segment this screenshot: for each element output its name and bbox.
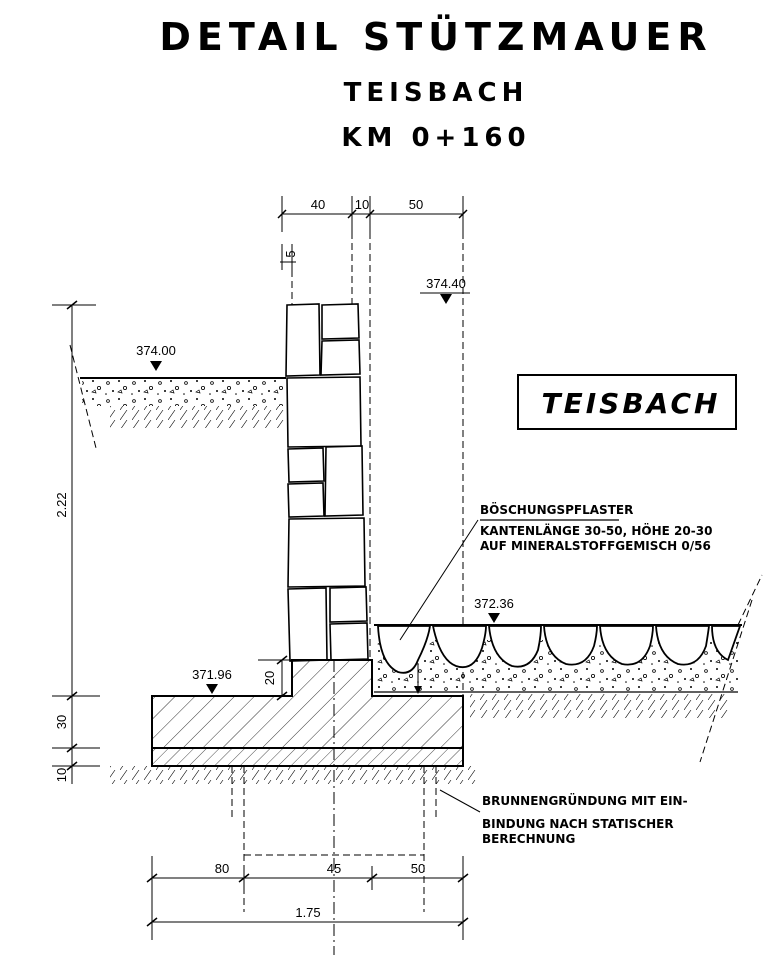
title-chainage: KM 0+160 <box>341 123 531 153</box>
dim-10: 10 <box>354 197 370 212</box>
location-label: TEISBACH <box>541 387 721 420</box>
left-dimension-chain <box>52 301 100 784</box>
paving-note-line2: KANTENLÄNGE 30-50, HÖHE 20-30 <box>480 524 713 538</box>
foundation-note-line2: BINDUNG NACH STATISCHER <box>482 817 674 831</box>
left-backfill <box>70 345 288 448</box>
bottom-dimension-chain <box>147 856 468 940</box>
dim-50-bottom: 50 <box>410 861 426 876</box>
title-location: TEISBACH <box>343 78 529 108</box>
level-footing-top <box>192 667 232 694</box>
dim-80: 80 <box>214 861 230 876</box>
foundation-note <box>440 790 688 846</box>
masonry-wall <box>286 304 368 661</box>
foundation-note-line1: BRUNNENGRÜNDUNG MIT EIN- <box>482 794 688 808</box>
foundation-note-line3: BERECHNUNG <box>482 832 576 846</box>
dim-20: 20 <box>262 670 277 686</box>
top-dimension-chain <box>278 196 467 270</box>
level-paving <box>474 596 514 623</box>
title-main: DETAIL STÜTZMAUER <box>159 15 713 59</box>
dim-45: 45 <box>326 861 342 876</box>
dim-30: 30 <box>54 714 69 730</box>
title-block <box>159 15 712 153</box>
dim-2-22: 2.22 <box>54 492 69 518</box>
location-label-box <box>518 375 740 433</box>
dim-1-75: 1.75 <box>295 905 321 920</box>
level-374-40: 374.40 <box>426 276 466 291</box>
dim-5: 5 <box>283 250 298 258</box>
paving-note-line3: AUF MINERALSTOFFGEMISCH 0/56 <box>480 539 711 553</box>
step-dimension <box>258 656 292 700</box>
level-372-36: 372.36 <box>474 596 514 611</box>
level-374-00: 374.00 <box>136 343 176 358</box>
dim-40: 40 <box>310 197 326 212</box>
dim-10-left: 10 <box>54 767 69 783</box>
level-left-ground <box>136 343 176 371</box>
level-371-96: 371.96 <box>192 667 232 682</box>
paving-note-line1: BÖSCHUNGSPFLASTER <box>480 503 634 517</box>
dim-50: 50 <box>408 197 424 212</box>
